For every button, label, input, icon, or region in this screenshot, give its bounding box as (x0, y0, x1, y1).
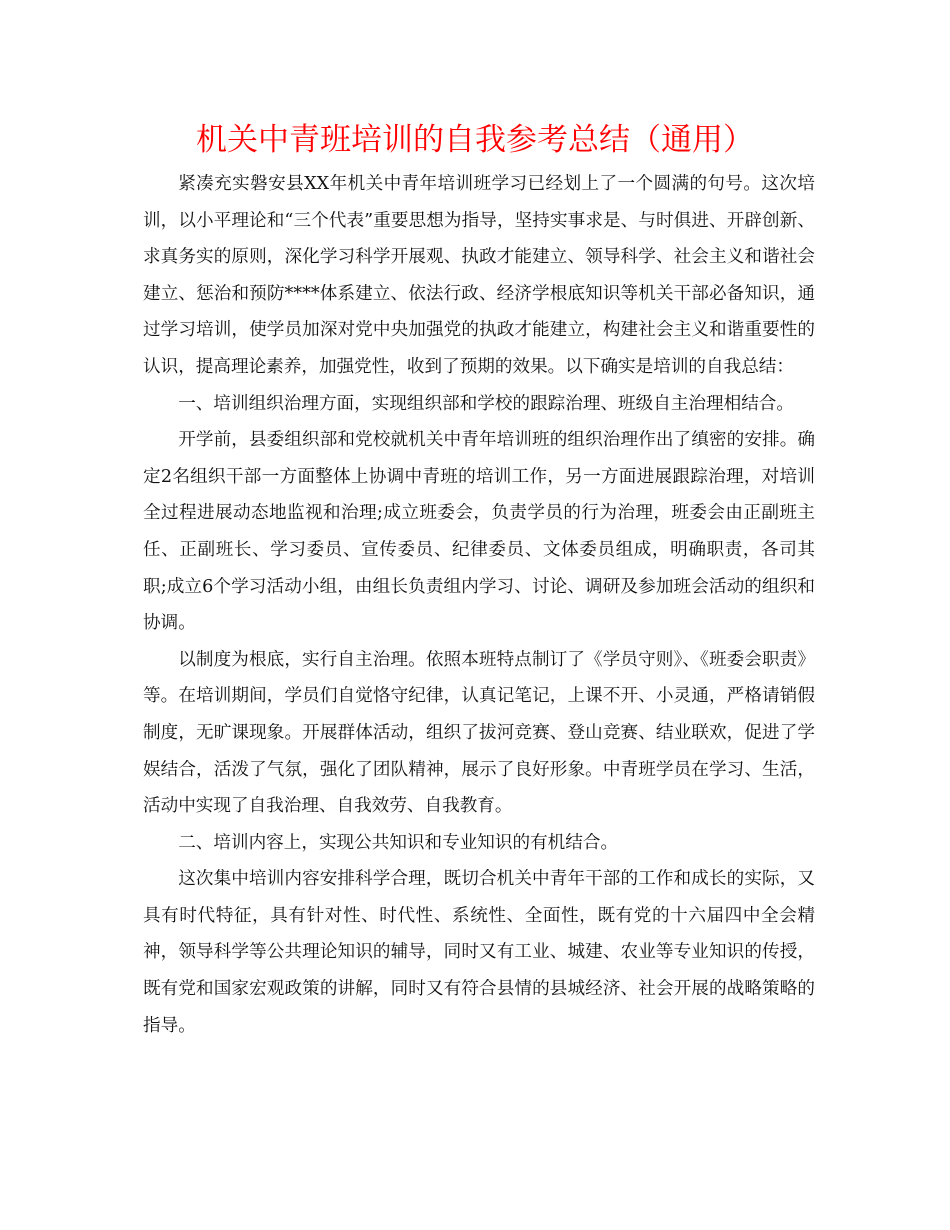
paragraph-content: 这次集中培训内容安排科学合理，既切合机关中青年干部的工作和成长的实际，又具有时代特征，具有针对性、时代性、系统性、全面性，既有党的十六届四中全会精神，领导科学等公共理论知识的辅导，同时又有工业、城建、农业等专业知识的传授，既有党和国家宏观政策的讲解，同时又有符合县情的县城经济、社会开展的战略策略的指导。 (143, 869, 815, 1036)
document-body (143, 166, 815, 1044)
paragraph-section-one-heading: 一、培训组织治理方面，实现组织部和学校的跟踪治理、班级自主治理相结合。 (178, 393, 794, 414)
paragraph-intro: 紧凑充实磐安县XX年机关中青年培训班学习已经划上了一个圆满的句号。这次培训，以小平理论和“三个代表”重要思想为指导，坚持实事求是、与时俱进、开辟创新、求真务实的原则，深化学习科学开展观、执政才能建立、领导科学、社会主义和谐社会建立、惩治和预防****体系建立、依法行政、经济学根底知识等机关干部必备知识，通过学习培训，使学员加深对党中央加强党的执政才能建立，构建社会主义和谐重要性的认识，提高理论素养，加强党性，收到了预期的效果。以下确实是培训的自我总结： (143, 174, 815, 377)
document-title: 机关中青班培训的自我参考总结（通用） (196, 122, 754, 158)
paragraph-organization: 开学前，县委组织部和党校就机关中青年培训班的组织治理作出了缜密的安排。确定2名组织干部一方面整体上协调中青班的培训工作，另一方面进展跟踪治理，对培训全过程进展动态地监视和治理;成立班委会，负责学员的行为治理，班委会由正副班主任、正副班长、学习委员、宣传委员、纪律委员、文体委员组成，明确职责，各司其职;成立6个学习活动小组，由组长负责组内学习、讨论、调研及参加班会活动的组织和协调。 (143, 430, 815, 634)
paragraph-self-management: 以制度为根底，实行自主治理。依照本班特点制订了《学员守则》、《班委会职责》等。在培训期间，学员们自觉恪守纪律，认真记笔记，上课不开、小灵通，严格请销假制度，无旷课现象。开展群体活动，组织了拔河竞赛、登山竞赛、结业联欢，促进了学娱结合，活泼了气氛，强化了团队精神，展示了良好形象。中青班学员在学习、生活，活动中实现了自我治理、自我效劳、自我教育。 (143, 649, 815, 817)
paragraph-section-two-heading: 二、培训内容上，实现公共知识和专业知识的有机结合。 (178, 832, 619, 853)
